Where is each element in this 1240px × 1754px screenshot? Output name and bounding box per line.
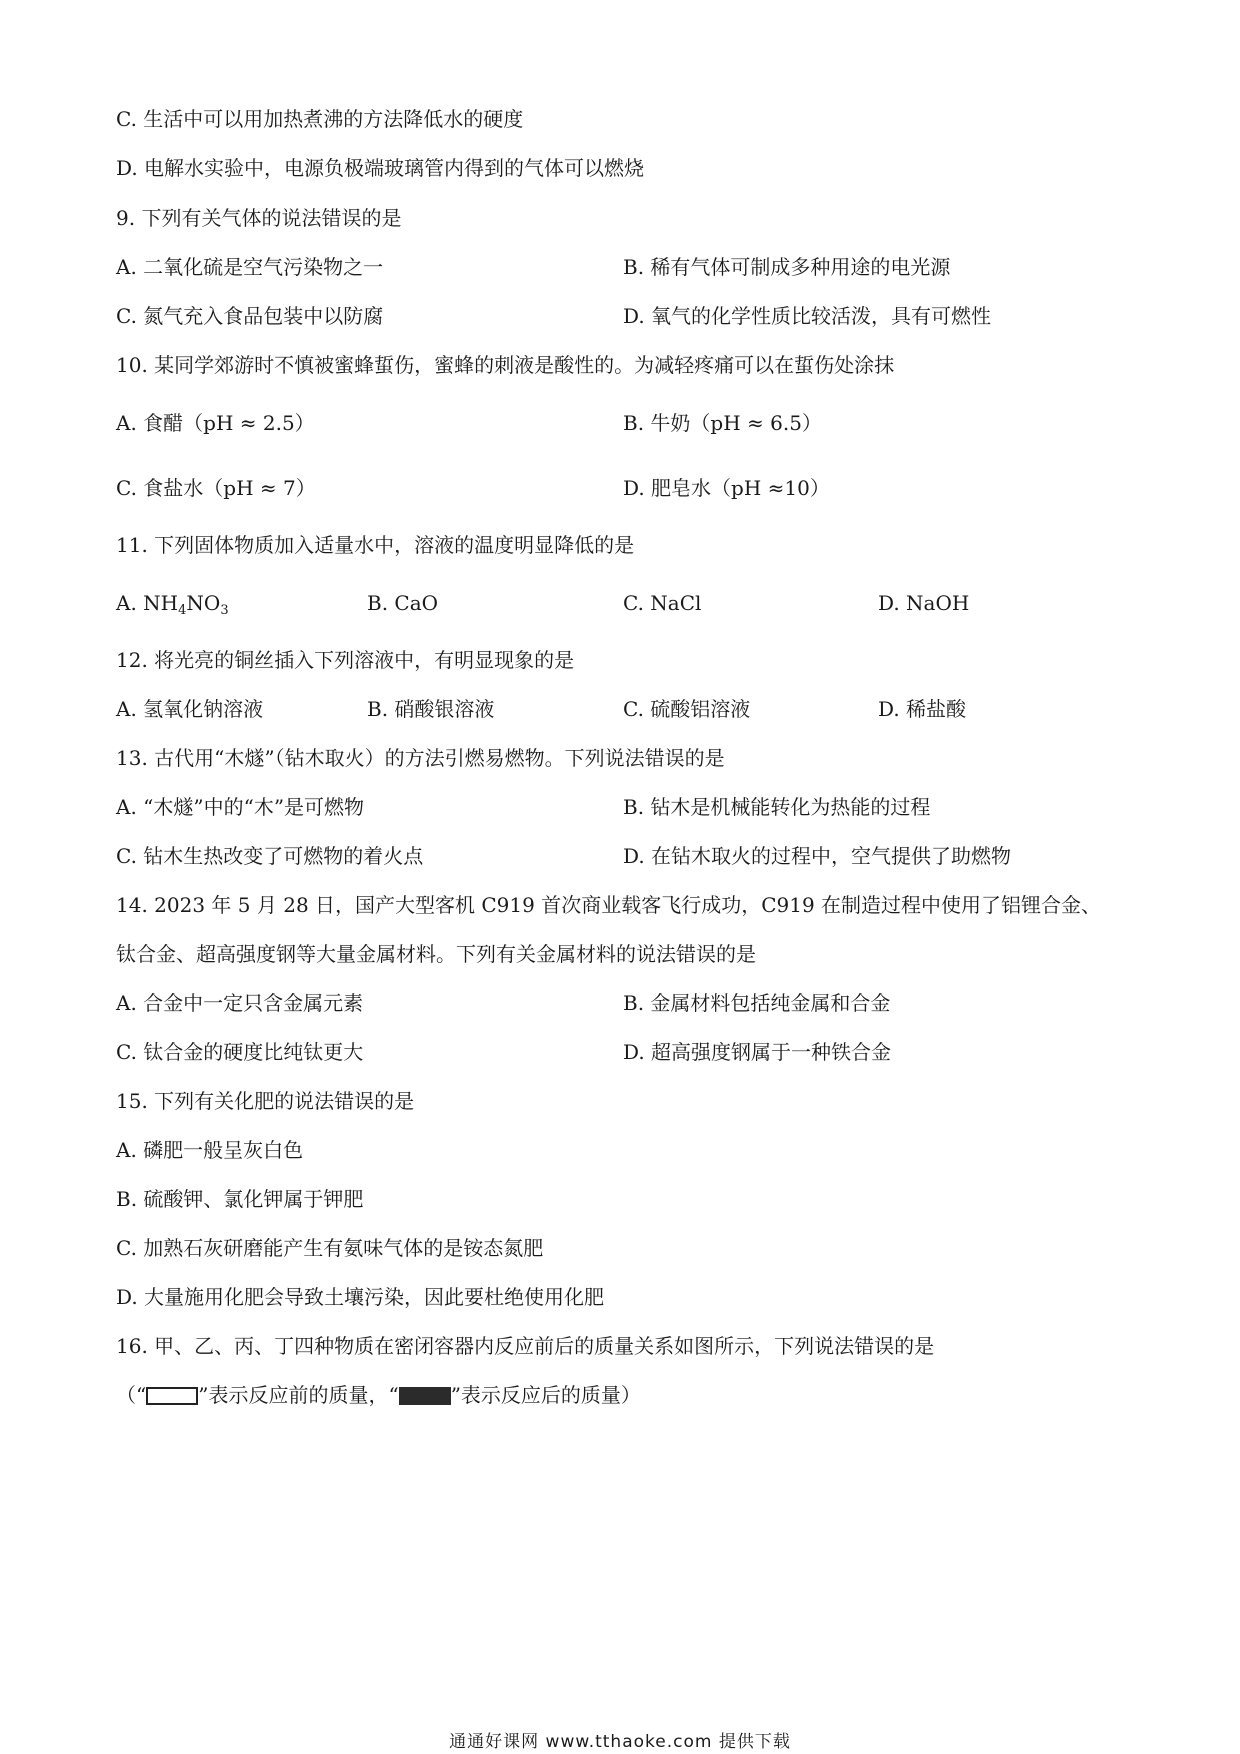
q8-option-c: C. 生活中可以用加热煮沸的方法降低水的硬度 [116,107,524,131]
q8-option-d: D. 电解水实验中，电源负极端玻璃管内得到的气体可以燃烧 [116,156,645,180]
q11-subscript-3: 3 [220,603,229,618]
q13-option-d: D. 在钻木取火的过程中，空气提供了助燃物 [623,844,1012,868]
q13-stem: 13. 古代用“木燧”（钻木取火）的方法引燃易燃物。下列说法错误的是 [116,746,725,770]
q16-legend [116,1381,641,1409]
q16-legend-mid: ”表示反应前的质量，“ [198,1383,399,1407]
q11-formula-n-o: NO [186,591,221,615]
q11-stem: 11. 下列固体物质加入适量水中，溶液的温度明显降低的是 [116,533,635,557]
q13-option-b: B. 钻木是机械能转化为热能的过程 [623,795,931,819]
q10-stem: 10. 某同学郊游时不慎被蜜蜂蜇伤，蜜蜂的刺液是酸性的。为减轻疼痛可以在蜇伤处涂抹 [116,353,895,377]
q10-option-b: B. 牛奶（pH ≈ 6.5） [623,411,822,435]
q15-option-c: C. 加熟石灰研磨能产生有氨味气体的是铵态氮肥 [116,1236,544,1260]
q14-option-c: C. 钛合金的硬度比纯钛更大 [116,1040,364,1064]
q13-option-a: A. “木燧”中的“木”是可燃物 [116,795,365,819]
q11-subscript-4: 4 [178,603,187,618]
q14-option-a: A. 合金中一定只含金属元素 [116,991,364,1015]
q12-option-a: A. 氢氧化钠溶液 [116,697,264,721]
q16-legend-close: ”表示反应后的质量） [450,1383,641,1407]
q9-stem: 9. 下列有关气体的说法错误的是 [116,206,402,230]
q11-option-d: D. NaOH [878,591,970,615]
q12-option-b: B. 硝酸银溶液 [367,697,495,721]
q16-stem: 16. 甲、乙、丙、丁四种物质在密闭容器内反应前后的质量关系如图所示，下列说法错误的是 [116,1334,935,1358]
q15-option-a: A. 磷肥一般呈灰白色 [116,1138,304,1162]
q14-option-d: D. 超高强度钢属于一种铁合金 [623,1040,892,1064]
q13-option-c: C. 钻木生热改变了可燃物的着火点 [116,844,424,868]
q9-option-c: C. 氮气充入食品包装中以防腐 [116,304,384,328]
q14-option-b: B. 金属材料包括纯金属和合金 [623,991,891,1015]
q12-option-d: D. 稀盐酸 [878,697,967,721]
q12-option-c: C. 硫酸铝溶液 [623,697,751,721]
q16-legend-open: （“ [116,1383,147,1407]
q11-option-a [116,589,229,625]
q14-stem-line-2: 钛合金、超高强度钢等大量金属材料。下列有关金属材料的说法错误的是 [116,942,756,966]
q9-option-a: A. 二氧化硫是空气污染物之一 [116,255,384,279]
q10-option-c: C. 食盐水（pH ≈ 7） [116,476,316,500]
q9-option-d: D. 氧气的化学性质比较活泼，具有可燃性 [623,304,992,328]
q11-formula-n-h: NH [143,591,179,615]
q10-option-d: D. 肥皂水（pH ≈10） [623,476,830,500]
page-footer-source: 通通好课网 www.tthaoke.com 提供下载 [449,1732,791,1752]
q11-option-b: B. CaO [367,591,439,615]
after-mass-legend-box [399,1387,451,1405]
q15-option-d: D. 大量施用化肥会导致土壤污染，因此要杜绝使用化肥 [116,1285,605,1309]
q15-stem: 15. 下列有关化肥的说法错误的是 [116,1089,415,1113]
before-mass-legend-box [146,1387,198,1405]
q14-stem-line-1: 14. 2023 年 5 月 28 日，国产大型客机 C919 首次商业载客飞行成功，C919 在制造过程中使用了铝锂合金、 [116,893,1102,917]
q15-option-b: B. 硫酸钾、氯化钾属于钾肥 [116,1187,364,1211]
q11-option-c: C. NaCl [623,591,702,615]
q12-stem: 12. 将光亮的铜丝插入下列溶液中，有明显现象的是 [116,648,575,672]
q10-option-a: A. 食醋（pH ≈ 2.5） [116,411,315,435]
q11-option-a-prefix: A. [116,591,144,615]
q9-option-b: B. 稀有气体可制成多种用途的电光源 [623,255,951,279]
